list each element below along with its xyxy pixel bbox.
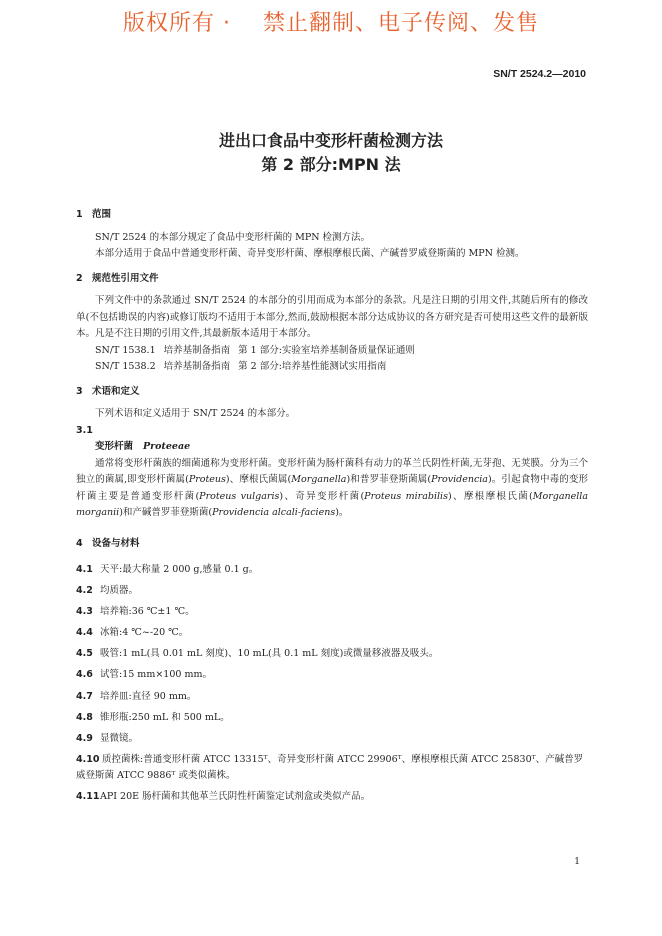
equipment-item: 4.7 培养皿:直径 90 mm。 [76,690,197,702]
reference-part: 第 1 部分:实验室培养基制备质量保证通则 [238,344,415,356]
equipment-item: 4.6 试管:15 mm×100 mm。 [76,669,212,681]
equipment-item: 4.1 天平:最大称量 2 000 g,感量 0.1 g。 [76,564,259,575]
reference-code: SN/T 1538.2 [95,361,156,372]
equipment-item: 4.5 吸管:1 mL(具 0.01 mL 刻度)、10 mL(具 0.1 mL 刻度)或微量移液器及吸头。 [76,648,439,660]
document-body [76,207,588,811]
document-subtitle: 第 2 部分:MPN 法 [261,155,401,174]
equipment-item: 4.8 锥形瓶:250 mL 和 500 mL。 [76,711,230,723]
section-title: 设备与材料 [92,537,140,549]
section-title: 范围 [92,209,112,220]
section-number: 3 [76,385,83,397]
section-heading-references [76,271,588,288]
equipment-item: 4.3 培养箱:36 ℃±1 ℃。 [76,606,195,618]
watermark-left: 版权所有 · [123,11,231,36]
page-number: 1 [574,857,580,867]
section-heading-scope [76,207,588,224]
paragraph: 下列文件中的条款通过 SN/T 2524 的本部分的引用而成为本部分的条款。凡是注日期的引用文件,其随后所有的修改单(不包括勘误的内容)或修订版均不适用于本部分,然而,鼓励根据本部分达成协议的各方研究是否可使用这些文件的最新版本。凡是不注日期的引用文件,其最新版本适用于本部分。 [76,295,588,339]
paragraph: SN/T 2524 的本部分规定了食品中变形杆菌的 MPN 检测方法。 [95,231,371,243]
reference-part: 第 2 部分:培养基性能测试实用指南 [238,361,387,372]
term-entry [76,439,588,456]
term-definition: 通常将变形杆菌族的细菌通称为变形杆菌。变形杆菌为肠杆菌科有动力的革兰氏阴性杆菌,无芽孢、无荚膜。分为三个独立的菌属,即变形杆菌属(Proteus)、摩根氏菌属(Morganella)和普罗菲登斯菌属(Providencia)。引起食物中毒的变形杆菌主要是普通变形杆菌(Proteus vulgaris)、奇异变形杆菌(Proteus mirabilis)、摩根摩根氏菌(Morganella morganii)和产碱普罗菲登斯菌(Providencia alcali-faciens)。 [76,457,588,518]
section-heading-equipment [76,536,588,553]
equipment-item: 4.9 显微镜。 [76,732,139,744]
copyright-watermark [0,6,662,37]
equipment-item: 4.11API 20E 肠杆菌和其他革兰氏阴性杆菌鉴定试剂盒或类似产品。 [76,791,371,803]
section-heading-terms [76,384,588,401]
reference-name: 培养基制备指南 [163,344,231,356]
section-number: 1 [76,209,83,220]
term-latin: Proteeae [143,441,191,452]
section-title: 规范性引用文件 [92,272,159,284]
reference-code: SN/T 1538.1 [95,344,156,356]
standard-number: SN/T 2524.2—2010 [493,68,586,80]
document-title: 进出口食品中变形杆菌检测方法 [218,131,443,150]
section-number: 4 [76,537,83,549]
section-number: 2 [76,272,83,284]
reference-item [76,359,588,376]
equipment-item: 4.10 质控菌株:普通变形杆菌 ATCC 13315ᵀ、奇异变形杆菌 ATCC 29906ᵀ、摩根摩根氏菌 ATCC 25830ᵀ、产碱普罗威登斯菌 ATCC 9886ᵀ 或类似菌株。 [76,753,584,782]
watermark-right: 禁止翻制、电子传阅、发售 [262,11,539,36]
term-number: 3.1 [76,424,93,436]
section-title: 术语和定义 [92,385,140,397]
reference-name: 培养基制备指南 [163,361,231,372]
equipment-item: 4.4 冰箱:4 ℃~-20 ℃。 [76,627,189,639]
equipment-item: 4.2 均质器。 [76,585,139,597]
term-chinese: 变形杆菌 [95,441,134,452]
reference-item [76,343,588,360]
paragraph: 下列术语和定义适用于 SN/T 2524 的本部分。 [95,408,296,419]
paragraph: 本部分适用于食品中普通变形杆菌、奇异变形杆菌、摩根摩根氏菌、产碱普罗威登斯菌的 MPN 检测。 [95,248,525,259]
